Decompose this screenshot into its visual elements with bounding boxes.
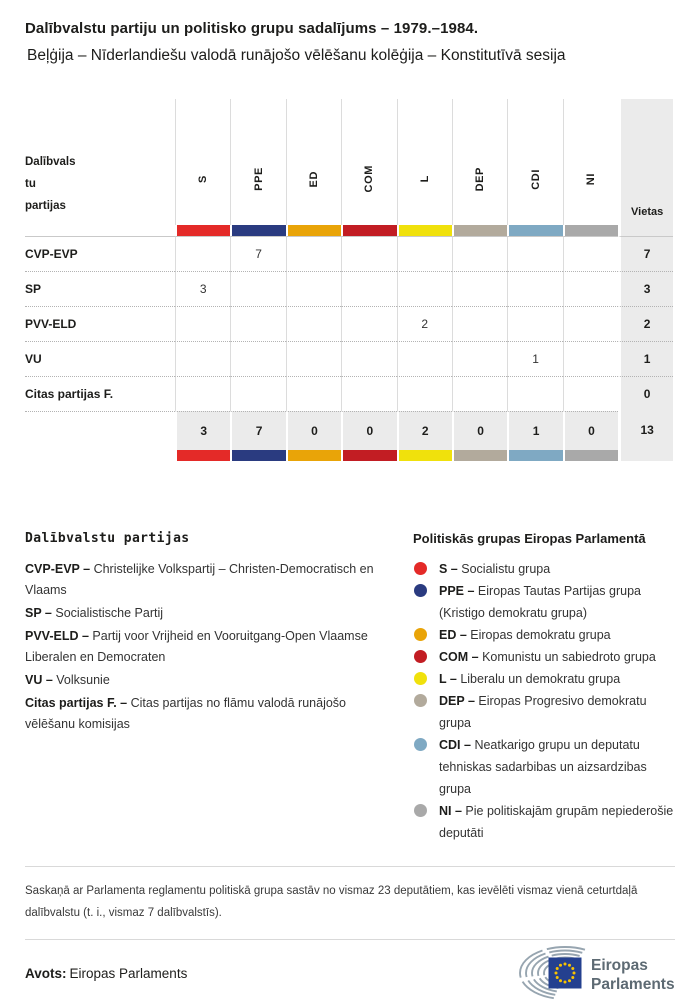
legends: [25, 531, 675, 844]
table-cell: [507, 271, 562, 306]
legend-item: DEP – Eiropas Progresivo demokratu grupa: [413, 690, 675, 734]
party-legend-title: Dalībvalstu partijas: [25, 531, 190, 546]
group-color-bar-l: [397, 225, 452, 236]
column-header-ppe: PPE: [230, 99, 285, 225]
group-color-bar-s: [175, 225, 230, 236]
group-color-bar-dep: [452, 225, 507, 236]
legend-item: CVP-EVP – Christelijke Volkspartij – Christen-Democratisch en Vlaams: [25, 562, 374, 597]
table-cell: [341, 306, 396, 341]
table-cell: 2: [397, 306, 452, 341]
total-cell: 7: [230, 411, 285, 450]
seats-column-header: Vietas: [618, 99, 673, 225]
seats-column-bg: [618, 450, 673, 461]
table-cell: 1: [507, 341, 562, 376]
group-color-bar-com: [341, 225, 396, 236]
row-header-line: Dalībvals: [25, 156, 76, 168]
table-cell: [341, 376, 396, 411]
row-header-line: partijas: [25, 200, 66, 212]
group-color-bar-com: [341, 450, 396, 461]
seats-column-bg: [618, 225, 673, 236]
table-cell: [452, 236, 507, 271]
footer-row: [25, 946, 675, 1000]
table-cell: [563, 341, 618, 376]
row-header-line: tu: [25, 178, 36, 190]
seats-cell: 1: [618, 341, 673, 376]
table-cell: [341, 236, 396, 271]
group-color-bar-ed: [286, 225, 341, 236]
table-cell: [230, 271, 285, 306]
table-cell: [230, 341, 285, 376]
bar-spacer: [25, 225, 175, 236]
eu-flag-icon: [549, 958, 582, 989]
totals-row-label: [25, 411, 175, 450]
party-label: CVP-EVP: [25, 236, 175, 271]
source-value: Eiropas Parlaments: [69, 965, 188, 981]
column-header-dep: DEP: [452, 99, 507, 225]
legend-dot-icon: [414, 562, 427, 575]
legend-dot-icon: [414, 584, 427, 597]
seats-table: [25, 99, 675, 461]
total-seats-cell: 13: [618, 411, 673, 450]
table-cell: [563, 306, 618, 341]
group-color-bar-dep: [452, 450, 507, 461]
legend-item: L – Liberalu un demokratu grupa: [413, 668, 675, 690]
legend-item: VU – Volksunie: [25, 673, 110, 687]
group-color-bar-ed: [286, 450, 341, 461]
table-cell: [397, 376, 452, 411]
legend-item: S – Socialistu grupa: [413, 558, 675, 580]
table-cell: [230, 376, 285, 411]
legend-item: PVV-ELD – Partij voor Vrijheid en Vooruitgang-Open Vlaamse Liberalen en Democraten: [25, 629, 368, 664]
table-cell: [286, 376, 341, 411]
table-cell: [507, 376, 562, 411]
total-cell: 1: [507, 411, 562, 450]
table-cell: [175, 376, 230, 411]
group-color-bar-s: [175, 450, 230, 461]
legend-dot-icon: [414, 804, 427, 817]
table-cell: [175, 236, 230, 271]
group-color-bar-ni: [563, 450, 618, 461]
total-cell: 2: [397, 411, 452, 450]
legend-item: Citas partijas F. – Citas partijas no flāmu valodā runājošo vēlēšanu komisijas: [25, 696, 347, 731]
column-header-l: L: [397, 99, 452, 225]
table-cell: 3: [175, 271, 230, 306]
table-cell: [286, 236, 341, 271]
column-header-com: COM: [341, 99, 396, 225]
table-cell: [397, 341, 452, 376]
legend-dot-icon: [414, 738, 427, 751]
group-legend: [413, 531, 675, 844]
table-cell: [397, 236, 452, 271]
table-cell: [452, 341, 507, 376]
table-cell: 7: [230, 236, 285, 271]
group-color-bar-ppe: [230, 225, 285, 236]
table-cell: [563, 271, 618, 306]
source-label: Avots:: [25, 965, 67, 981]
legend-dot-icon: [414, 628, 427, 641]
table-cell: [230, 306, 285, 341]
table-cell: [397, 271, 452, 306]
legend-item: ED – Eiropas demokratu grupa: [413, 624, 675, 646]
party-label: PVV-ELD: [25, 306, 175, 341]
party-label: SP: [25, 271, 175, 306]
legend-item: COM – Komunistu un sabiedroto grupa: [413, 646, 675, 668]
column-header-ni: NI: [563, 99, 618, 225]
table-cell: [286, 306, 341, 341]
column-header-ed: ED: [286, 99, 341, 225]
page-subtitle: Beļģija – Nīderlandiešu valodā runājošo vēlēšanu kolēģija – Konstitutīvā sesija: [27, 47, 566, 64]
group-color-bar-l: [397, 450, 452, 461]
group-color-bar-cdi: [507, 225, 562, 236]
party-label: VU: [25, 341, 175, 376]
table-cell: [341, 271, 396, 306]
page-title: Dalībvalstu partiju un politisko grupu sadalījums – 1979.–1984.: [25, 20, 479, 37]
logo-text-line2: Parlaments: [591, 976, 675, 993]
party-legend: [25, 531, 400, 844]
table-cell: [563, 376, 618, 411]
table-cell: [175, 306, 230, 341]
bar-spacer: [25, 450, 175, 461]
logo-text-line1: Eiropas: [591, 957, 648, 974]
seats-cell: 0: [618, 376, 673, 411]
legend-item: SP – Socialistische Partij: [25, 606, 164, 620]
legend-dot-icon: [414, 672, 427, 685]
group-color-bar-ni: [563, 225, 618, 236]
total-cell: 0: [563, 411, 618, 450]
legend-item: PPE – Eiropas Tautas Partijas grupa (Kristigo demokratu grupa): [413, 580, 675, 624]
seats-cell: 2: [618, 306, 673, 341]
legend-dot-icon: [414, 650, 427, 663]
european-parliament-logo: [507, 946, 675, 1000]
table-cell: [286, 271, 341, 306]
group-legend-title: Politiskās grupas Eiropas Parlamentā: [413, 531, 646, 546]
table-cell: [341, 341, 396, 376]
total-cell: 0: [286, 411, 341, 450]
table-cell: [507, 236, 562, 271]
table-cell: [175, 341, 230, 376]
table-cell: [452, 376, 507, 411]
footnote: Saskaņā ar Parlamenta reglamentu politiskā grupa sastāv no vismaz 23 deputātiem, kas ievēlēti vismaz vienā ceturtdaļā dalībvalstu (t. i., vismaz 7 dalībvalstīs).: [25, 866, 675, 940]
table-cell: [452, 306, 507, 341]
table-cell: [507, 306, 562, 341]
group-color-bar-ppe: [230, 450, 285, 461]
legend-dot-icon: [414, 694, 427, 707]
total-cell: 0: [452, 411, 507, 450]
table-cell: [452, 271, 507, 306]
column-header-s: S: [175, 99, 230, 225]
party-label: Citas partijas F.: [25, 376, 175, 411]
seats-cell: 7: [618, 236, 673, 271]
total-cell: 0: [341, 411, 396, 450]
group-color-bar-cdi: [507, 450, 562, 461]
source-line: [25, 966, 187, 981]
table-row-header: [25, 99, 175, 225]
total-cell: 3: [175, 411, 230, 450]
legend-item: NI – Pie politiskajām grupām nepiederošie deputāti: [413, 800, 675, 844]
table-cell: [563, 236, 618, 271]
column-header-cdi: CDI: [507, 99, 562, 225]
seats-cell: 3: [618, 271, 673, 306]
legend-item: CDI – Neatkarigo grupu un deputatu tehniskas sadarbibas un aizsardzibas grupa: [413, 734, 675, 800]
table-cell: [286, 341, 341, 376]
